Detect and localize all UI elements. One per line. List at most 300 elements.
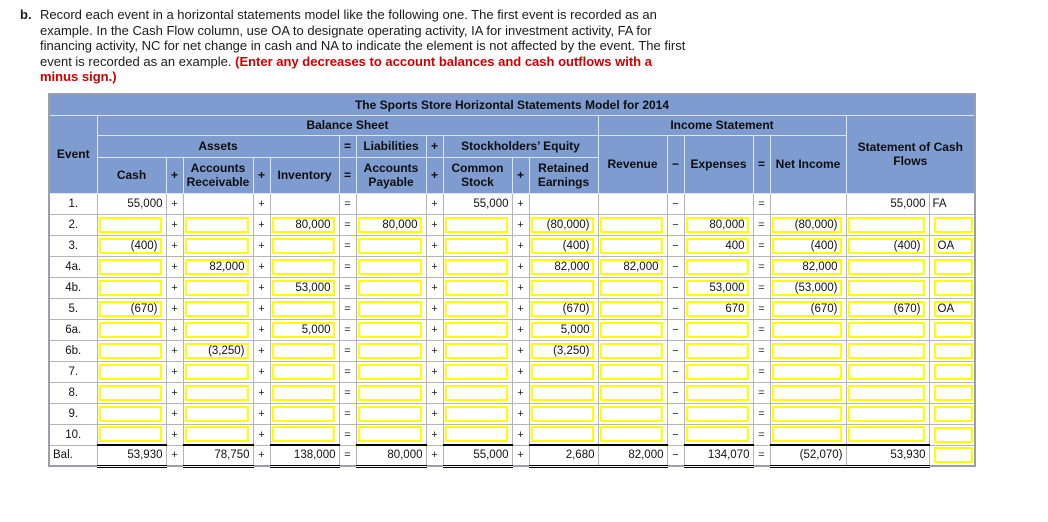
group-header-assets: Assets [97, 135, 339, 157]
table-title: The Sports Store Horizontal Statements Model for 2014 [49, 94, 975, 115]
cash-input[interactable] [99, 426, 162, 442]
net_income-cell [770, 340, 846, 361]
inventory-input[interactable]: 80,000 [272, 217, 335, 233]
cf_amount-input[interactable] [848, 217, 925, 233]
ap-input[interactable] [358, 259, 422, 275]
operator-plus: + [426, 135, 443, 157]
cf_activity-input[interactable] [934, 427, 974, 443]
operator-plus: + [512, 403, 529, 424]
cs-cell [443, 235, 512, 256]
expenses-cell [684, 256, 753, 277]
expenses-cell [684, 340, 753, 361]
ar-cell [183, 403, 253, 424]
cf_activity-input[interactable] [934, 322, 974, 338]
ap-input[interactable] [358, 301, 422, 317]
re-cell [529, 424, 598, 445]
operator-plus: + [166, 214, 183, 235]
cash-input[interactable] [99, 385, 162, 401]
operator-minus: − [667, 298, 684, 319]
net_income-input[interactable]: 82,000 [772, 259, 842, 275]
expenses-cell [684, 424, 753, 445]
operator-equals: = [753, 256, 770, 277]
ap-cell [356, 424, 426, 445]
operator-plus: + [426, 319, 443, 340]
revenue-input[interactable] [600, 217, 663, 233]
ar-cell [183, 382, 253, 403]
cf_activity-input[interactable] [934, 343, 974, 359]
operator-plus: + [253, 298, 270, 319]
inventory-cell [270, 340, 339, 361]
event-label: 9. [49, 403, 97, 424]
cf_amount-cell [846, 256, 929, 277]
cash-input[interactable] [99, 406, 162, 422]
cs-input[interactable] [445, 322, 508, 338]
table-row-4a [49, 256, 975, 277]
cs-input[interactable] [445, 217, 508, 233]
cash-input[interactable] [99, 259, 162, 275]
operator-equals: = [339, 424, 356, 445]
cash-cell [97, 424, 166, 445]
ap-input[interactable] [358, 364, 422, 380]
operator-plus: + [426, 277, 443, 298]
cs-cell [443, 214, 512, 235]
re-input[interactable]: 5,000 [531, 322, 594, 338]
cs-cell [443, 319, 512, 340]
cf_amount-input[interactable] [848, 322, 925, 338]
revenue-cell [598, 277, 667, 298]
operator-plus: + [166, 319, 183, 340]
operator-minus: − [667, 135, 684, 193]
column-header-net-income: Net Income [770, 135, 846, 193]
cf_amount-cell [846, 319, 929, 340]
table-row-bal [49, 445, 975, 466]
operator-plus: + [253, 277, 270, 298]
operator-plus: + [426, 235, 443, 256]
expenses-input[interactable] [686, 426, 749, 442]
cf_activity-cell [929, 382, 975, 403]
re-cell [529, 214, 598, 235]
net_income-input[interactable]: (80,000) [772, 217, 842, 233]
cf_amount-cell [846, 298, 929, 319]
ar-input[interactable] [185, 385, 249, 401]
cs-input[interactable] [445, 301, 508, 317]
cash-cell [97, 382, 166, 403]
revenue-cell [598, 214, 667, 235]
ar-input[interactable] [185, 238, 249, 254]
operator-minus: − [667, 277, 684, 298]
cf_amount-input[interactable] [848, 364, 925, 380]
operator-equals: = [753, 135, 770, 193]
ap-input[interactable] [358, 238, 422, 254]
operator-equals: = [753, 298, 770, 319]
cf_activity-input[interactable] [934, 364, 974, 380]
ap-cell [356, 382, 426, 403]
net_income-input[interactable]: (670) [772, 301, 842, 317]
inventory-input[interactable] [272, 238, 335, 254]
cf_activity-value: FA [929, 193, 975, 214]
table-row-9 [49, 403, 975, 424]
cf_activity-cell [929, 445, 975, 466]
net_income-cell [770, 235, 846, 256]
cf_amount-cell [846, 340, 929, 361]
revenue-input[interactable] [600, 322, 663, 338]
column-header-cash: Cash [97, 157, 166, 193]
re-cell [529, 277, 598, 298]
operator-plus: + [253, 340, 270, 361]
cf_amount-input[interactable] [848, 280, 925, 296]
operator-minus: − [667, 235, 684, 256]
cf_activity-cell [929, 361, 975, 382]
instruction-text: Record each event in a horizontal statements model like the following one. The first event is recorded as an example. In the Cash Flow column, use OA to designate operating activity, IA for investment activity, FA for financing activity, NC for net change in cash and NA to indicate the element is not affected by the event. The first event is recorded as an example. [40, 7, 686, 69]
operator-equals: = [339, 382, 356, 403]
re-cell [529, 361, 598, 382]
operator-plus: + [253, 214, 270, 235]
operator-plus: + [512, 256, 529, 277]
ar-cell [183, 298, 253, 319]
cf_activity-input[interactable] [934, 259, 974, 275]
ar-cell [183, 277, 253, 298]
ar-cell [183, 214, 253, 235]
group-header-liabilities: Liabilities [356, 135, 426, 157]
revenue-input[interactable] [600, 426, 663, 442]
revenue-value: 82,000 [598, 445, 667, 466]
cf_activity-input[interactable] [934, 385, 974, 401]
re-input[interactable]: (670) [531, 301, 594, 317]
cf_activity-cell [929, 235, 975, 256]
inventory-input[interactable] [272, 385, 335, 401]
operator-minus: − [667, 340, 684, 361]
operator-minus: − [667, 445, 684, 466]
expenses-input[interactable]: 80,000 [686, 217, 749, 233]
operator-plus: + [512, 319, 529, 340]
cf_activity-cell [929, 277, 975, 298]
operator-plus: + [426, 403, 443, 424]
operator-minus: − [667, 361, 684, 382]
cs-input[interactable] [445, 406, 508, 422]
revenue-input[interactable]: 82,000 [600, 259, 663, 275]
expenses-input[interactable] [686, 364, 749, 380]
cf_amount-value: 55,000 [846, 193, 929, 214]
operator-equals: = [753, 424, 770, 445]
cash-input[interactable] [99, 364, 162, 380]
table-row-1 [49, 193, 975, 214]
operator-plus: + [253, 445, 270, 466]
inventory-cell [270, 214, 339, 235]
ar-input[interactable] [185, 217, 249, 233]
operator-plus: + [426, 214, 443, 235]
operator-equals: = [339, 157, 356, 193]
table-row-7 [49, 361, 975, 382]
ar-cell [183, 235, 253, 256]
operator-plus: + [166, 403, 183, 424]
revenue-cell [598, 319, 667, 340]
expenses-input[interactable] [686, 406, 749, 422]
operator-plus: + [512, 445, 529, 466]
cash-input[interactable] [99, 322, 162, 338]
cs-cell [443, 298, 512, 319]
operator-equals: = [339, 256, 356, 277]
section-header-cash-flows: Statement of Cash Flows [846, 115, 975, 193]
re-input[interactable] [531, 385, 594, 401]
ar-input[interactable] [185, 364, 249, 380]
operator-plus: + [512, 424, 529, 445]
column-header-common-stock: Common Stock [443, 157, 512, 193]
event-label: 4b. [49, 277, 97, 298]
operator-equals: = [753, 277, 770, 298]
ar-input[interactable] [185, 322, 249, 338]
operator-equals: = [753, 403, 770, 424]
cash-input[interactable]: (670) [99, 301, 162, 317]
cs-cell [443, 424, 512, 445]
ar-input[interactable] [185, 406, 249, 422]
event-label: 1. [49, 193, 97, 214]
cs-value: 55,000 [443, 445, 512, 466]
cs-cell [443, 403, 512, 424]
operator-plus: + [512, 361, 529, 382]
ap-input[interactable] [358, 343, 422, 359]
ap-cell [356, 319, 426, 340]
expenses-input[interactable]: 670 [686, 301, 749, 317]
operator-minus: − [667, 256, 684, 277]
cs-input[interactable] [445, 426, 508, 442]
net_income-input[interactable] [772, 406, 842, 422]
section-header-income-statement: Income Statement [598, 115, 846, 135]
inventory-input[interactable] [272, 301, 335, 317]
table-row-4b [49, 277, 975, 298]
operator-equals: = [339, 214, 356, 235]
event-label: 10. [49, 424, 97, 445]
ar-input[interactable]: 82,000 [185, 259, 249, 275]
expenses-input[interactable]: 53,000 [686, 280, 749, 296]
expenses-input[interactable] [686, 322, 749, 338]
expenses-cell [684, 277, 753, 298]
cs-input[interactable] [445, 280, 508, 296]
cf_amount-input[interactable] [848, 426, 925, 442]
cf_activity-cell [929, 424, 975, 445]
operator-minus: − [667, 214, 684, 235]
event-label: Bal. [49, 445, 97, 466]
ap-value: 80,000 [356, 445, 426, 466]
re-input[interactable]: (80,000) [531, 217, 594, 233]
cf_activity-input[interactable]: OA [934, 301, 974, 317]
operator-plus: + [426, 256, 443, 277]
cf_amount-input[interactable]: (400) [848, 238, 925, 254]
cash-input[interactable] [99, 217, 162, 233]
expenses-input[interactable] [686, 343, 749, 359]
net_income-cell [770, 256, 846, 277]
operator-plus: + [426, 298, 443, 319]
cs-input[interactable] [445, 238, 508, 254]
cf_amount-cell [846, 361, 929, 382]
re-input[interactable] [531, 280, 594, 296]
operator-plus: + [512, 157, 529, 193]
revenue-cell [598, 235, 667, 256]
table-row-6a [49, 319, 975, 340]
inventory-input[interactable] [272, 259, 335, 275]
cs-cell [443, 277, 512, 298]
re-cell [529, 340, 598, 361]
re-input[interactable]: (3,250) [531, 343, 594, 359]
ar-cell [183, 361, 253, 382]
operator-equals: = [753, 319, 770, 340]
revenue-input[interactable] [600, 385, 663, 401]
ar-input[interactable] [185, 426, 249, 442]
ar-cell [183, 424, 253, 445]
cash-cell [97, 277, 166, 298]
operator-equals: = [753, 361, 770, 382]
re-value [529, 193, 598, 214]
cs-input[interactable] [445, 385, 508, 401]
operator-plus: + [253, 193, 270, 214]
cf_amount-cell [846, 382, 929, 403]
operator-plus: + [426, 382, 443, 403]
event-label: 4a. [49, 256, 97, 277]
event-label: 6b. [49, 340, 97, 361]
ap-input[interactable] [358, 322, 422, 338]
ap-input[interactable] [358, 385, 422, 401]
cf_amount-input[interactable] [848, 343, 925, 359]
inventory-value: 138,000 [270, 445, 339, 466]
expenses-input[interactable]: 400 [686, 238, 749, 254]
cash-cell [97, 340, 166, 361]
operator-plus: + [512, 193, 529, 214]
cf_amount-input[interactable] [848, 406, 925, 422]
table-row-6b [49, 340, 975, 361]
inventory-input[interactable] [272, 364, 335, 380]
operator-plus: + [253, 424, 270, 445]
operator-plus: + [166, 445, 183, 466]
column-header-expenses: Expenses [684, 135, 753, 193]
cf_amount-input[interactable]: (670) [848, 301, 925, 317]
expenses-input[interactable] [686, 259, 749, 275]
revenue-input[interactable] [600, 343, 663, 359]
re-input[interactable] [531, 364, 594, 380]
operator-minus: − [667, 319, 684, 340]
cf_amount-cell [846, 235, 929, 256]
column-header-retained-earnings: Retained Earnings [529, 157, 598, 193]
table-row-2 [49, 214, 975, 235]
inventory-cell [270, 382, 339, 403]
cash-cell [97, 403, 166, 424]
operator-plus: + [426, 424, 443, 445]
operator-minus: − [667, 403, 684, 424]
item-marker: b. [20, 7, 32, 22]
net_income-input[interactable] [772, 364, 842, 380]
expenses-cell [684, 403, 753, 424]
operator-equals: = [339, 361, 356, 382]
re-input[interactable] [531, 426, 594, 442]
operator-equals: = [753, 340, 770, 361]
ar-input[interactable] [185, 301, 249, 317]
expenses-cell [684, 298, 753, 319]
ap-cell [356, 361, 426, 382]
revenue-input[interactable] [600, 238, 663, 254]
cf_activity-input[interactable] [934, 217, 974, 233]
net_income-input[interactable] [772, 343, 842, 359]
operator-plus: + [512, 235, 529, 256]
re-input[interactable] [531, 406, 594, 422]
cs-input[interactable] [445, 259, 508, 275]
net_income-cell [770, 403, 846, 424]
ar-input[interactable]: (3,250) [185, 343, 249, 359]
ap-input[interactable] [358, 280, 422, 296]
cash-input[interactable]: (400) [99, 238, 162, 254]
revenue-input[interactable] [600, 364, 663, 380]
cf_activity-input[interactable] [934, 280, 974, 296]
re-value: 2,680 [529, 445, 598, 466]
cash-cell [97, 361, 166, 382]
statements-model-table [48, 93, 976, 468]
table-row-3 [49, 235, 975, 256]
net_income-input[interactable] [772, 385, 842, 401]
revenue-input[interactable] [600, 301, 663, 317]
re-input[interactable]: (400) [531, 238, 594, 254]
operator-equals: = [753, 193, 770, 214]
cs-input[interactable] [445, 364, 508, 380]
revenue-cell [598, 298, 667, 319]
cf_amount-value: 53,930 [846, 445, 929, 466]
revenue-cell [598, 382, 667, 403]
inventory-input[interactable]: 5,000 [272, 322, 335, 338]
table-row-5 [49, 298, 975, 319]
expenses-cell [684, 382, 753, 403]
expenses-input[interactable] [686, 385, 749, 401]
cash-value: 53,930 [97, 445, 166, 466]
ap-input[interactable] [358, 406, 422, 422]
ap-input[interactable]: 80,000 [358, 217, 422, 233]
cash-cell [97, 256, 166, 277]
operator-equals: = [339, 235, 356, 256]
operator-plus: + [512, 214, 529, 235]
inventory-input[interactable] [272, 343, 335, 359]
cf_activity-cell [929, 214, 975, 235]
revenue-input[interactable] [600, 280, 663, 296]
cs-value: 55,000 [443, 193, 512, 214]
event-label: 8. [49, 382, 97, 403]
inventory-input[interactable] [272, 426, 335, 442]
net_income-input[interactable] [772, 322, 842, 338]
operator-plus: + [426, 361, 443, 382]
inventory-input[interactable]: 53,000 [272, 280, 335, 296]
cs-cell [443, 361, 512, 382]
re-input[interactable]: 82,000 [531, 259, 594, 275]
cs-input[interactable] [445, 343, 508, 359]
net_income-input[interactable]: (400) [772, 238, 842, 254]
cf_activity-input[interactable]: OA [934, 238, 974, 254]
net_income-cell [770, 424, 846, 445]
cf_activity-input[interactable] [934, 447, 974, 463]
cash-input[interactable] [99, 280, 162, 296]
cash-input[interactable] [99, 343, 162, 359]
cf_activity-input[interactable] [934, 406, 974, 422]
inventory-cell [270, 319, 339, 340]
ap-input[interactable] [358, 426, 422, 442]
cs-cell [443, 340, 512, 361]
net_income-cell [770, 298, 846, 319]
re-cell [529, 235, 598, 256]
cf_amount-input[interactable] [848, 385, 925, 401]
inventory-input[interactable] [272, 406, 335, 422]
expenses-cell [684, 361, 753, 382]
cf_amount-input[interactable] [848, 259, 925, 275]
revenue-input[interactable] [600, 406, 663, 422]
net_income-cell [770, 382, 846, 403]
net_income-input[interactable] [772, 426, 842, 442]
revenue-cell [598, 403, 667, 424]
ar-input[interactable] [185, 280, 249, 296]
cash-cell [97, 214, 166, 235]
net_income-input[interactable]: (53,000) [772, 280, 842, 296]
